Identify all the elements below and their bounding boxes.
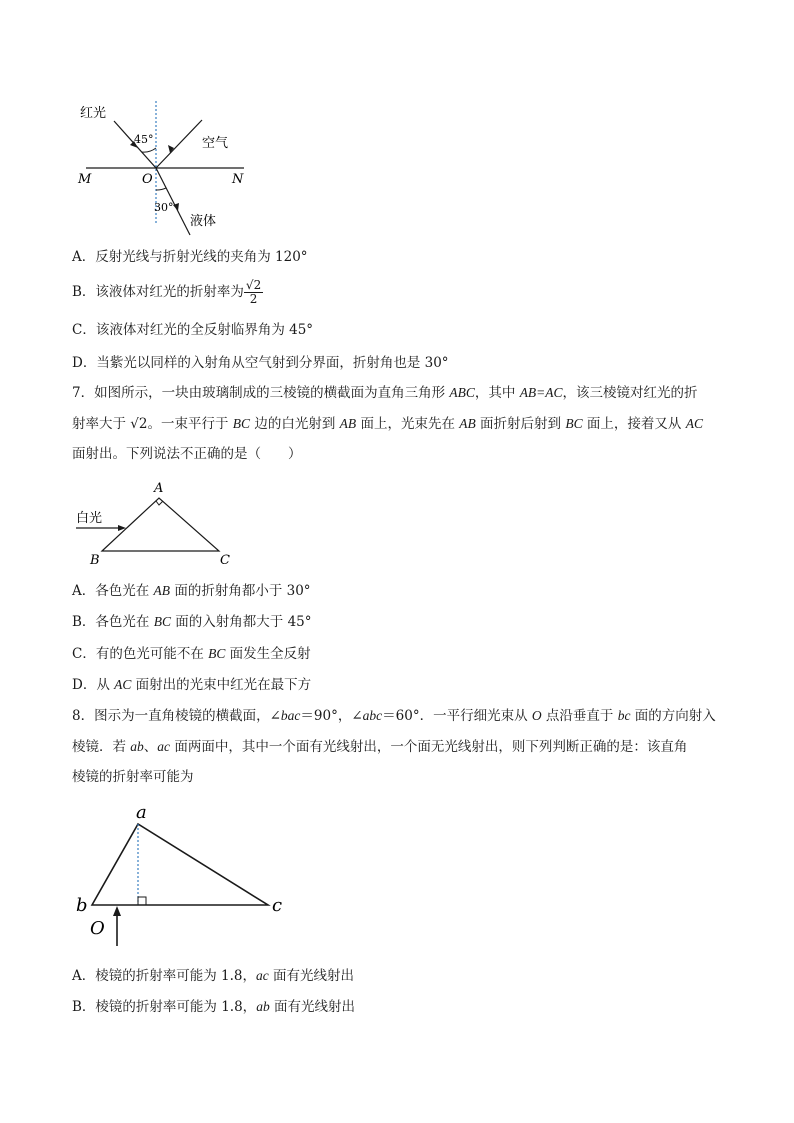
prism-figure-q7 (72, 478, 252, 568)
text: 。一束平行于 (147, 416, 233, 432)
label-N: N (232, 172, 244, 187)
q7-option-a (72, 581, 311, 601)
text: 面有光线射出 (269, 999, 355, 1015)
text: 面发生全反射 (225, 646, 311, 662)
q6-option-b (72, 279, 263, 306)
vertex-A: A (154, 481, 164, 496)
text: ABC (449, 385, 475, 400)
q7-option-b (72, 612, 312, 632)
q6-option-b-text: B．该液体对红光的折射率为 (72, 284, 244, 300)
vertex-b: b (76, 895, 88, 916)
text: ab (130, 739, 144, 754)
q8-stem-line3: 棱镜的折射率可能为 (72, 769, 194, 785)
label-air: 空气 (202, 136, 229, 151)
text: 点沿垂直于 (541, 708, 618, 724)
text: ＝90°，∠ (300, 708, 363, 724)
text: bc (617, 708, 631, 723)
text: B．各色光在 (72, 614, 154, 630)
text: A．棱镜的折射率可能为 1.8， (72, 968, 257, 984)
text: D．从 (72, 677, 115, 693)
text: AC (685, 416, 703, 431)
text: AC (114, 677, 132, 692)
text: ，其中 (474, 385, 520, 401)
text: 面折射后射到 (475, 416, 566, 432)
q8-stem-line2 (72, 737, 687, 757)
text: ab (256, 999, 270, 1014)
vertex-C: C (220, 553, 230, 568)
text: 射率大于 (72, 416, 131, 432)
frac-numerator: √2 (245, 278, 262, 292)
q8-stem-line1 (72, 706, 716, 726)
text: 棱镜．若 (72, 739, 131, 755)
text: 7．如图所示，一块由玻璃制成的三棱镜的横截面为直角三角形 (72, 385, 450, 401)
text: BC (153, 614, 171, 629)
text: B．棱镜的折射率可能为 1.8， (72, 999, 257, 1015)
text: 8．图示为一直角棱镜的横截面，∠ (72, 708, 281, 724)
frac-denominator: 2 (249, 292, 258, 306)
q6-option-c: C．该液体对红光的全反射临界角为 45° (72, 322, 314, 338)
text: 边的白光射到 (250, 416, 340, 432)
reflected-ray (156, 120, 202, 168)
text: AB (459, 416, 476, 431)
text: 面的折射角都小于 30° (170, 583, 311, 599)
vertex-B: B (90, 553, 100, 568)
text: 、 (143, 739, 158, 755)
text: 面的方向射入 (630, 708, 716, 724)
prism-figure-q8 (72, 800, 302, 950)
text: 面有光线射出 (268, 968, 355, 984)
text: abc (362, 708, 383, 723)
text: O (531, 708, 542, 723)
q7-stem-line2 (72, 414, 703, 434)
q6-option-d: D．当紫光以同样的入射角从空气射到分界面，折射角也是 30° (72, 355, 449, 371)
text: BC (565, 416, 583, 431)
refraction-figure (72, 95, 272, 245)
text: AB (339, 416, 357, 431)
label-M: M (78, 172, 92, 187)
label-red-light: 红光 (80, 106, 107, 121)
vertex-a: a (136, 802, 147, 823)
label-liquid: 液体 (190, 214, 217, 229)
point-O: O (90, 918, 105, 939)
text: AB (153, 583, 171, 598)
text: BC (208, 646, 226, 661)
label-30: 30° (154, 201, 174, 214)
label-45: 45° (134, 133, 154, 146)
q7-stem-line3: 面射出。下列说法不正确的是（ ） (72, 446, 302, 462)
text: 面上，接着又从 (582, 416, 686, 432)
text: ＝60°．一平行细光束从 (382, 708, 532, 724)
q8-option-b (72, 997, 355, 1017)
text: 面的入射角都大于 45° (170, 614, 312, 630)
text: 面上，光束先在 (356, 416, 460, 432)
sqrt2: √2 (130, 416, 148, 432)
q7-option-d (72, 675, 311, 695)
text: 面射出的光束中红光在最下方 (131, 677, 312, 693)
q7-option-c (72, 644, 311, 664)
text: A．各色光在 (72, 583, 154, 599)
label-white-light: 白光 (76, 511, 103, 526)
q8-option-a (72, 966, 354, 986)
text: 面两面中，其中一个面有光线射出，一个面无光线射出，则下列判断正确的是：该直角 (170, 739, 688, 755)
vertex-c: c (272, 895, 283, 916)
text: ，该三棱镜对红光的折 (562, 385, 698, 401)
q6-option-a: A．反射光线与折射光线的夹角为 120° (72, 249, 308, 265)
text: BC (232, 416, 251, 431)
text: ac (157, 739, 171, 754)
sqrt2-over-2 (244, 279, 263, 306)
text: C．有的色光可能不在 (72, 646, 209, 662)
text: bac (280, 708, 301, 723)
text: AB=AC (519, 385, 563, 400)
label-O: O (142, 172, 153, 187)
q7-stem-line1 (72, 383, 698, 403)
text: ac (256, 968, 269, 983)
